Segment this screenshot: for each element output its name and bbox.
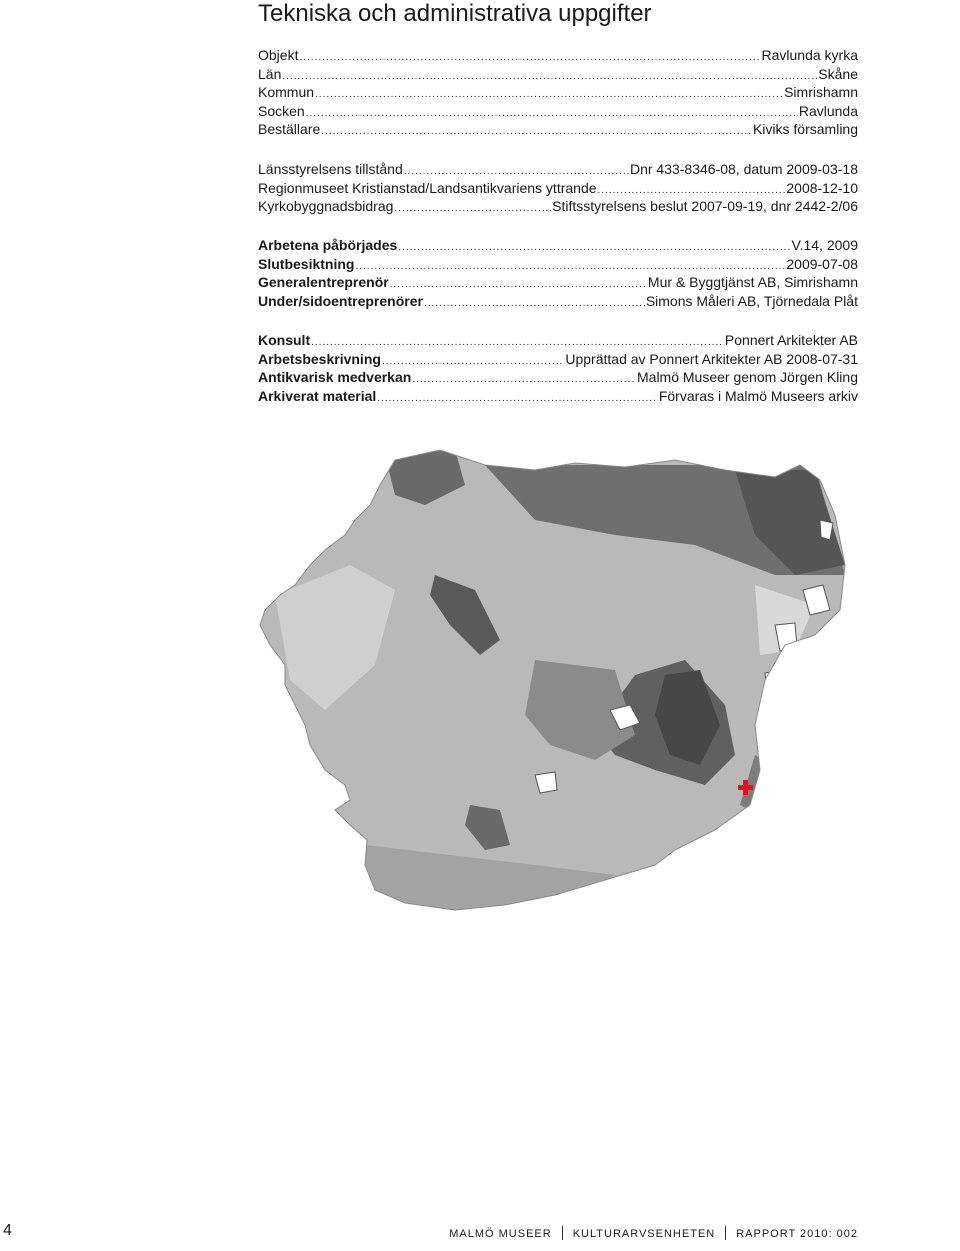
footer-divider — [562, 1226, 563, 1240]
info-value: V.14, 2009 — [791, 237, 858, 253]
info-value: Kiviks församling — [752, 121, 858, 138]
skane-relief-map — [255, 425, 960, 965]
info-label: Konsult — [258, 332, 311, 348]
info-value: Dnr 433-8346-08, datum 2009-03-18 — [629, 161, 858, 177]
info-row — [258, 160, 858, 179]
info-label: Under/sidoentreprenörer — [258, 292, 423, 309]
info-label: Län — [258, 65, 282, 82]
info-value: Malmö Museer genom Jörgen Kling — [637, 369, 858, 386]
info-label: Slutbesiktning — [258, 255, 355, 272]
info-label: Socken — [258, 102, 305, 119]
info-value: Ravlunda kyrka — [761, 47, 858, 63]
info-row — [258, 197, 858, 216]
info-value: Ponnert Arkitekter AB — [724, 332, 858, 348]
info-value: Simrishamn — [784, 84, 858, 101]
info-value: Förvaras i Malmö Museers arkiv — [658, 387, 858, 404]
info-label: Kyrkobyggnadsbidrag — [258, 198, 394, 215]
info-label: Länsstyrelsens tillstånd — [258, 161, 403, 177]
info-row — [258, 387, 858, 406]
info-row — [258, 350, 858, 369]
info-value: Ravlunda — [798, 102, 858, 119]
info-row — [258, 292, 858, 311]
footer-divider — [725, 1226, 726, 1240]
info-value: 2008-12-10 — [786, 179, 858, 196]
info-value: Skåne — [818, 65, 858, 82]
info-group-object — [258, 46, 858, 139]
info-label: Generalentreprenör — [258, 274, 389, 291]
footer-dept: KULTURARVSENHETEN — [572, 1228, 716, 1240]
info-row — [258, 65, 858, 84]
info-label: Objekt — [258, 47, 299, 63]
info-value: Upprättad av Ponnert Arkitekter AB 2008-07-31 — [565, 350, 858, 367]
info-label: Regionmuseet Kristianstad/Landsantikvariens yttrande — [258, 179, 597, 196]
info-group-works — [258, 236, 858, 310]
info-row — [258, 179, 858, 198]
info-row — [258, 102, 858, 121]
info-row — [258, 255, 858, 274]
info-label: Arbetsbeskrivning — [258, 350, 381, 367]
info-label: Arbetena påbörjades — [258, 237, 398, 253]
footer-org: MALMÖ MUSEER — [449, 1228, 552, 1240]
info-group-consultants — [258, 331, 858, 405]
info-row — [258, 273, 858, 292]
page-footer — [0, 1222, 960, 1246]
page-title: Tekniska och administrativa uppgifter — [258, 0, 652, 27]
info-value: 2009-07-08 — [786, 255, 858, 272]
info-label: Arkiverat material — [258, 387, 377, 404]
info-row — [258, 46, 858, 65]
info-row — [258, 83, 858, 102]
info-row — [258, 331, 858, 350]
info-row — [258, 236, 858, 255]
info-value: Mur & Byggtjänst AB, Simrishamn — [647, 274, 858, 291]
info-group-permits — [258, 160, 858, 216]
info-row — [258, 368, 858, 387]
info-label: Kommun — [258, 84, 315, 101]
info-label: Beställare — [258, 121, 321, 138]
info-row — [258, 120, 858, 139]
info-label: Antikvarisk medverkan — [258, 369, 412, 386]
footer-report: RAPPORT 2010: 002 — [736, 1228, 858, 1240]
footer-brand — [449, 1226, 858, 1240]
page-number: 4 — [3, 1222, 12, 1239]
info-value: Simons Måleri AB, Tjörnedala Plåt — [645, 292, 858, 309]
info-value: Stiftsstyrelsens beslut 2007-09-19, dnr 2442-2/06 — [552, 198, 858, 215]
